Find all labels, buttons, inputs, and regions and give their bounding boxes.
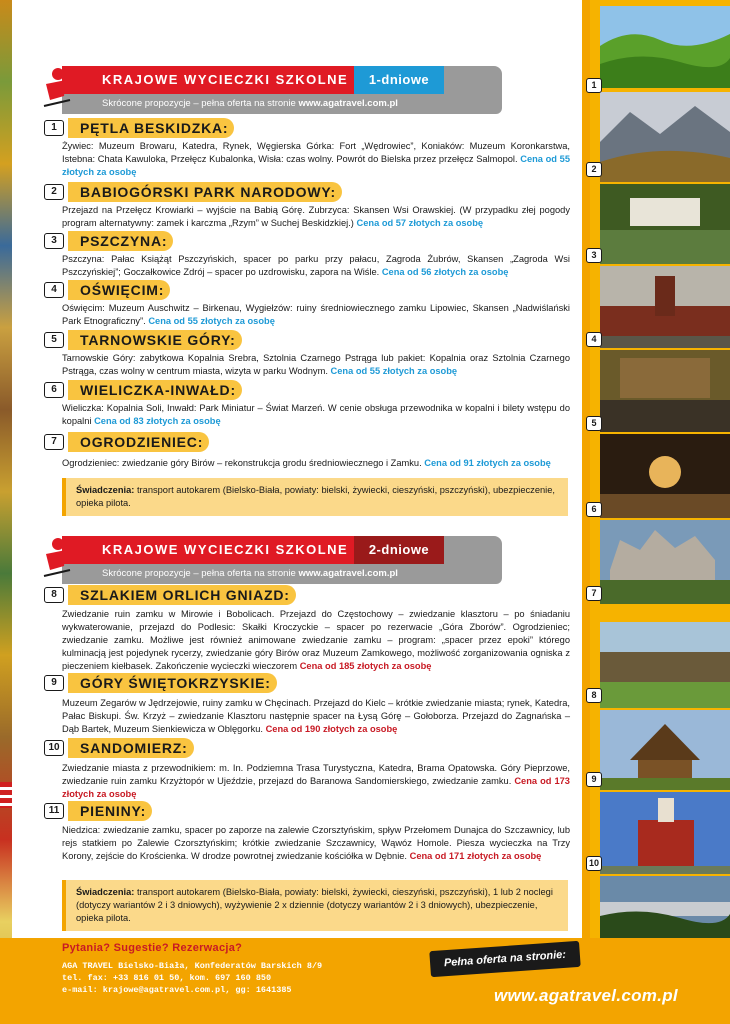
photo-town-hall <box>600 792 730 874</box>
price: Cena od 55 złotych za osobę <box>330 366 458 376</box>
services-box: Świadczenia: transport autokarem (Bielsko-Biała, powiaty: bielski, żywiecki, cieszyński, pszczyński), ubezpieczenie, opieka pilota. <box>62 478 568 516</box>
photo-mountains <box>600 92 730 182</box>
banner-title: KRAJOWE WYCIECZKI SZKOLNE <box>62 66 354 94</box>
section-description: Tarnowskie Góry: zabytkowa Kopalnia Srebra, Sztolnia Czarnego Pstrąga lub pakiet: Kopalnia oraz Sztolnia Czarnego Pstrąga, czas wolny w centrum miasta, wizyta w parku Wodnym. Cena od 55 złotych za osobę <box>62 353 570 376</box>
price: Cena od 57 złotych za osobę <box>356 218 484 228</box>
price: Cena od 55 złotych za osobę <box>148 316 275 326</box>
section-description: Przejazd na Przełęcz Krowiarki – wyjście na Babią Górę. Zubrzyca: Skansen Wsi Orawskiej. (W przypadku złej pogody program alternatywny: zamek i karczma „Rzym” w Suchej Beskidzkiej.) Cena od 57 złotych za osobę <box>62 205 570 228</box>
section-title: PIENINY: <box>68 801 152 821</box>
section-number: 3 <box>44 233 64 249</box>
banner-subtitle: Skrócone propozycje – pełna oferta na stronie www.agatravel.com.pl <box>62 94 502 114</box>
thumbnail-number: 8 <box>586 688 602 703</box>
skier-mascot-icon <box>40 66 72 112</box>
section-title: SZLAKIEM ORLICH GNIAZD: <box>68 585 296 605</box>
photo-auschwitz-gate <box>600 266 730 348</box>
section-title: GÓRY ŚWIĘTOKRZYSKIE: <box>68 673 277 693</box>
section-description: Muzeum Zegarów w Jędrzejowie, ruiny zamku w Chęcinach. Przejazd do Kielc – krótkie zwiedzanie miasta; rynek, Katedra, Pałac Biskupi. Św. Krzyż – zwiedzanie Klasztoru następnie spacer na Łysą Górę – Gołoborza. Przejazd do Zagnańska – Dąb Bartek, Muzeum Sienkiewicza w Oblęgorku. Cena od 190 złotych za osobę <box>62 698 570 734</box>
section-description: Zwiedzanie miasta z przewodnikiem: m. In. Podziemna Trasa Turystyczna, Katedra, Brama Opatowska. Góry Pieprzowe, zwiedzanie ruin zamku Krzyżtopór w Ujeździe, przejazd do Baranowa Sandomierskiego, zwiedzanie zamku. Cena od 173 złotych za osobę <box>62 763 570 799</box>
banner-url-link[interactable]: www.agatravel.com.pl <box>298 98 398 109</box>
price: Cena od 55 złotych za osobę <box>62 154 570 177</box>
banner-days: 1-dniowe <box>354 66 444 94</box>
section-number: 5 <box>44 332 64 348</box>
photo-castle-ruins <box>600 520 730 604</box>
section-title: SANDOMIERZ: <box>68 738 194 758</box>
price: Cena od 173 złotych za osobę <box>62 776 570 799</box>
photo-green-hills <box>600 6 730 88</box>
thumbnail-number: 4 <box>586 332 602 347</box>
photo-mine-visitors <box>600 350 730 432</box>
section-number: 7 <box>44 434 64 450</box>
section-description: Żywiec: Muzeum Browaru, Katedra, Rynek, Węgierska Górka: Fort „Wędrowiec”, Koniaków: Muzeum Koronkarstwa, Istebna: Chata Kawuloka, Przełęcz Kubalonka, Wisła: czas wolny. Powrót do Bielska przez przełęcz Salmopol. Cena od 55 złotych za osobę <box>62 141 570 177</box>
banner-tab <box>444 66 502 94</box>
left-red-stripes <box>0 782 12 808</box>
thumbnail-number: 3 <box>586 248 602 263</box>
price: Cena od 190 złotych za osobę <box>265 724 398 734</box>
price: Cena od 171 złotych za osobę <box>409 851 542 861</box>
price: Cena od 83 złotych za osobę <box>94 416 221 426</box>
section-number: 4 <box>44 282 64 298</box>
services-box: Świadczenia: transport autokarem (Bielsko-Biała, powiaty: bielski, żywiecki, cieszyński, pszczyński), 1 lub 2 noclegi (dotyczy wariantów 2 i 3 dniowych), wyżywienie 2 x dziennie (dotyczy wariantów 2 i 3 dniowych), ubezpieczenie, opieka pilota. <box>62 880 568 931</box>
contact-email[interactable]: e-mail: krajowe@agatravel.com.pl, gg: 1641385 <box>62 985 292 995</box>
thumbnail-number: 7 <box>586 586 602 601</box>
section-number: 10 <box>44 740 64 756</box>
website-link[interactable]: www.agatravel.com.pl <box>494 986 678 1005</box>
section-description: Pszczyna: Pałac Książąt Pszczyńskich, spacer po parku przy pałacu, Zagroda Żubrów, Skansen „Zagroda Wsi Pszczyńskiej”; Goczałkowice Zdrój – spacer po uzdrowisku, zapora na Wiśle. Cena od 56 złotych za osobę <box>62 254 570 277</box>
thumbnail-number: 6 <box>586 502 602 517</box>
photo-salt-mine-chapel <box>600 434 730 518</box>
section-title: BABIOGÓRSKI PARK NARODOWY: <box>68 182 342 202</box>
section-description: Ogrodzieniec: zwiedzanie góry Birów – rekonstrukcja grodu średniowiecznego i Zamku. Cena od 91 złotych za osobę <box>62 458 551 468</box>
banner-tab <box>444 536 502 564</box>
section-number: 9 <box>44 675 64 691</box>
section-number: 8 <box>44 587 64 603</box>
section-number: 2 <box>44 184 64 200</box>
section-number: 6 <box>44 382 64 398</box>
section-title: OGRODZIENIEC: <box>68 432 209 452</box>
thumbnail-number: 5 <box>586 416 602 431</box>
thumbnail-number: 2 <box>586 162 602 177</box>
thumbnail-number: 1 <box>586 78 602 93</box>
contact-phone: tel. fax: +33 816 01 50, kom. 697 160 850 <box>62 973 272 983</box>
section-title: OŚWIĘCIM: <box>68 280 170 300</box>
section-number: 1 <box>44 120 64 136</box>
section-description: Oświęcim: Muzeum Auschwitz – Birkenau, Wygiełzów: ruiny średniowiecznego zamku Lipowiec, Skansen „Nadwiślański Park Etnograficzny”. Cena od 55 złotych za osobę <box>62 303 570 326</box>
banner-title: KRAJOWE WYCIECZKI SZKOLNE <box>62 536 354 564</box>
photo-medieval-settlement <box>600 622 730 708</box>
price: Cena od 185 złotych za osobę <box>299 661 432 671</box>
section-description: Zwiedzanie ruin zamku w Mirowie i Bobolicach. Przejazd do Częstochowy – zwiedzanie klasztoru – po śniadaniu wykwaterowanie, przejazd do Podlesic: Skałki Kroczyckie – spacer po rezerwacie „Góra Zborów”. Ogrodzieniec; zwiedzanie zamku. Możliwe jest również animowane zwiedzanie zamku – program: „spacer przez epoki” którego kulminacją jest pojedynek rycerzy, zwiedzanie góry Birów oraz Muzeum Zamkowego, możliwość zorganizowania ogniska z pieczeniem kiełbasek. Zakończenie wycieczki wieczorem Cena od 185 złotych za osobę <box>62 609 570 671</box>
price: Cena od 91 złotych za osobę <box>424 458 551 468</box>
contact-question: Pytania? Sugestie? Rezerwacja? <box>62 942 243 954</box>
thumbnail-number: 9 <box>586 772 602 787</box>
contact-info <box>62 942 392 996</box>
banner-subtitle: Skrócone propozycje – pełna oferta na stronie www.agatravel.com.pl <box>62 564 502 584</box>
section-title: PSZCZYNA: <box>68 231 173 251</box>
section-title: PĘTLA BESKIDZKA: <box>68 118 234 138</box>
section-title: WIELICZKA-INWAŁD: <box>68 380 242 400</box>
contact-address: AGA TRAVEL Bielsko-Biała, Konfederatów Barskich 8/9 <box>62 961 323 971</box>
skier-mascot-icon <box>40 536 72 582</box>
section-description: Wieliczka: Kopalnia Soli, Inwałd: Park Miniatur – Świat Marzeń. W cenie obsługa przewodnika w kopalni i bilety wstępu do kopalni Cena od 83 złotych za osobę <box>62 403 570 426</box>
section-title: TARNOWSKIE GÓRY: <box>68 330 242 350</box>
photo-wooden-church <box>600 710 730 790</box>
full-offer-label: Pełna oferta na stronie: <box>429 941 580 977</box>
photo-palace <box>600 184 730 264</box>
section-description: Niedzica: zwiedzanie zamku, spacer po zaporze na zalewie Czorsztyńskim, spływ Przełomem Dunajca do Szczawnicy, lub rejs statkiem po Zalewie Czorsztyńskim; krótkie zwiedzanie Szczawnicy, Wąwóz Homole. Piesza wycieczka na Trzy Korony, zejście do Krościenka. W drodze powrotnej zwiedzanie kościółka w Dębnie. Cena od 171 złotych za osobę <box>62 825 570 861</box>
left-photo-strip <box>0 0 12 1024</box>
thumbnail-number: 10 <box>586 856 602 871</box>
price: Cena od 56 złotych za osobę <box>381 267 509 277</box>
banner-url-link[interactable]: www.agatravel.com.pl <box>298 568 398 579</box>
banner-days: 2-dniowe <box>354 536 444 564</box>
section-number: 11 <box>44 803 64 819</box>
photo-pieniny-landscape <box>600 876 730 938</box>
